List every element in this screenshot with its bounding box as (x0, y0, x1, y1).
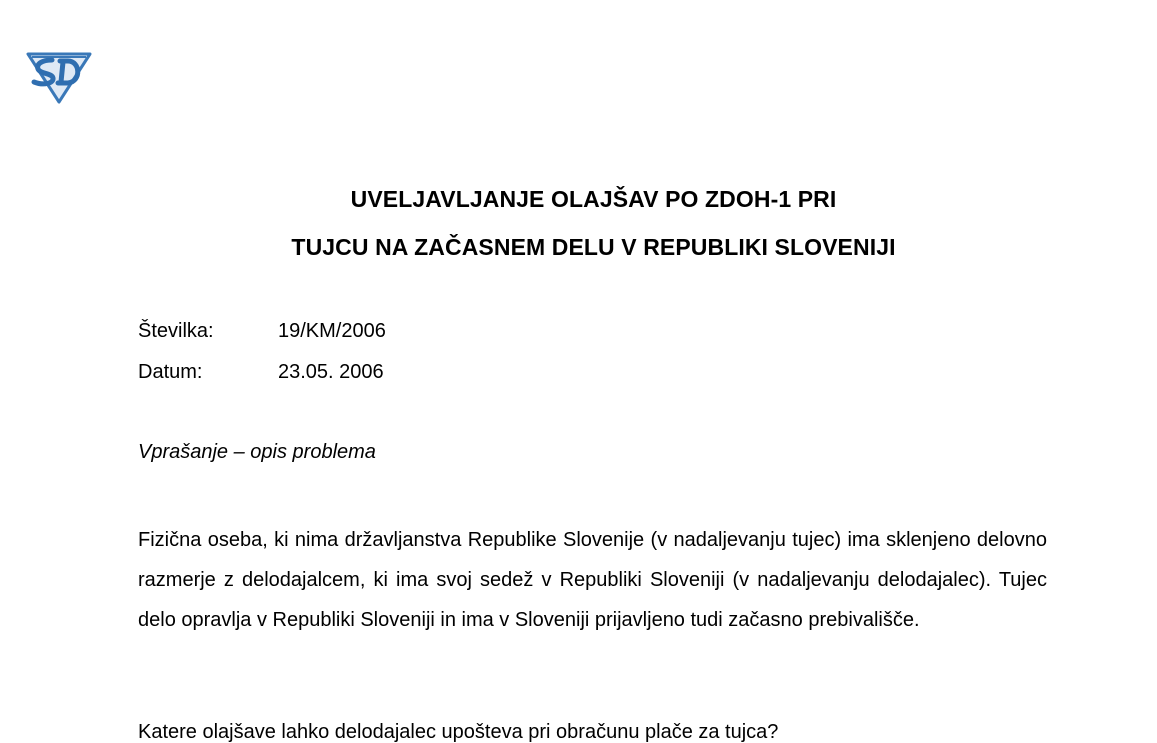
sd-shield-logo-icon (22, 48, 96, 104)
section-heading: Vprašanje – opis problema (138, 441, 376, 463)
meta-date-row (138, 361, 384, 384)
meta-number-value: 19/KM/2006 (278, 320, 386, 342)
meta-number-label: Številka: (138, 320, 214, 342)
document-title-line-1: UVELJAVLJANJE OLAJŠAV PO ZDOH-1 PRI (350, 186, 837, 212)
problem-description-paragraph: Fizična oseba, ki nima državljanstva Republike Slovenije (v nadaljevanju tujec) ima sklenjeno delovno razmerje z delodajalcem, ki ima svoj sedež v Republiki Sloveniji (v nadaljevanju delodajalec). Tujec delo opravlja v Republiki Sloveniji in ima v Sloveniji prijavljeno tudi začasno prebivališče. (138, 529, 1047, 631)
question-text: Katere olajšave lahko delodajalec upošteva pri obračunu plače za tujca? (138, 721, 779, 743)
document-title-line-2: TUJCU NA ZAČASNEM DELU V REPUBLIKI SLOVENIJI (291, 234, 896, 260)
meta-date-label: Datum: (138, 361, 203, 383)
meta-date-value: 23.05. 2006 (278, 361, 384, 383)
meta-number-row (138, 320, 386, 343)
